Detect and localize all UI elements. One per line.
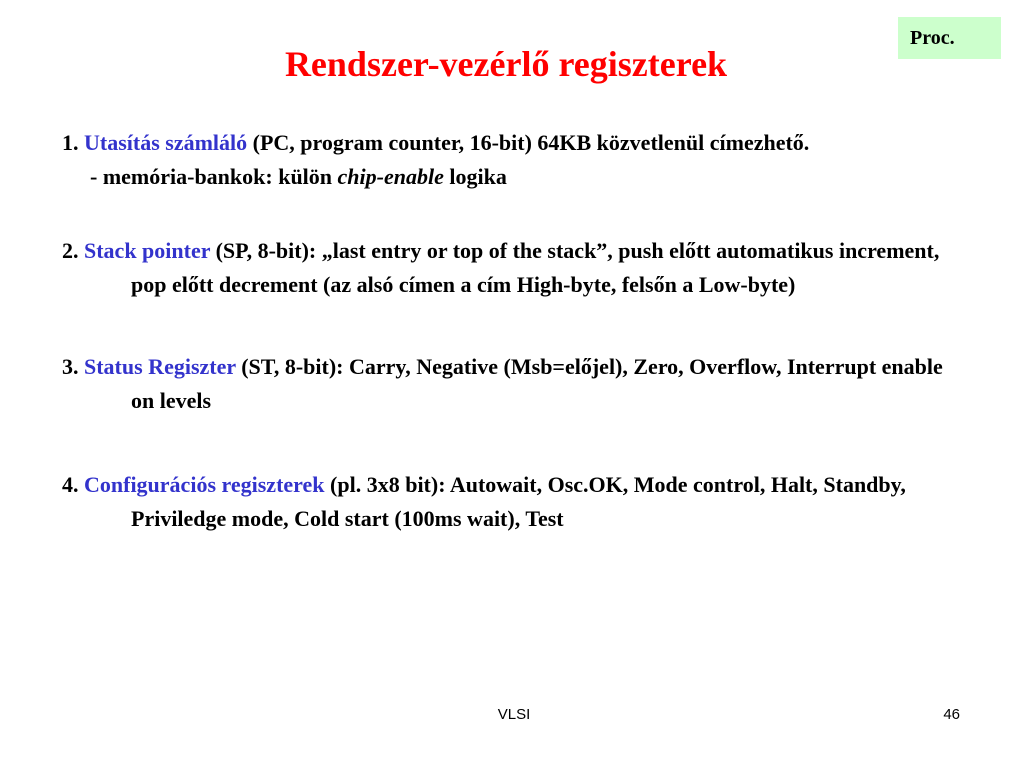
list-item-config-registers [62, 468, 962, 536]
item-text: (ST, 8-bit): Carry, Negative (Msb=előjel), Zero, Overflow, Interrupt enable on levels [131, 354, 943, 413]
item-number: 1. [62, 130, 79, 155]
item-number: 3. [62, 354, 79, 379]
item-term: Utasítás számláló [84, 130, 248, 155]
item-text: (PC, program counter, 16-bit) 64KB közvetlenül címezhető. [252, 130, 810, 155]
item-term: Stack pointer [84, 238, 211, 263]
item-text: (pl. 3x8 bit): Autowait, Osc.OK, Mode control, Halt, Standby, Priviledge mode, Cold start (100ms wait), Test [131, 472, 906, 531]
section-tag: Proc. [898, 17, 1001, 59]
slide-content [62, 126, 962, 536]
slide-title: Rendszer-vezérlő regiszterek [284, 44, 728, 84]
sub-item-italic: chip-enable [337, 164, 444, 189]
sub-item-memory-banks [62, 160, 962, 194]
sub-item-text: - memória-bankok: külön [90, 164, 333, 189]
sub-item-text-after: logika [449, 164, 507, 189]
item-number: 2. [62, 238, 79, 263]
page-number: 46 [943, 706, 960, 723]
item-term: Status Regiszter [84, 354, 236, 379]
list-item-status-register [62, 350, 962, 418]
item-number: 4. [62, 472, 79, 497]
list-item-program-counter [62, 126, 962, 160]
footer-course: VLSI [497, 706, 531, 723]
item-text: (SP, 8-bit): „last entry or top of the stack”, push előtt automatikus increment, pop előtt decrement (az alsó címen a cím High-byte, felsőn a Low-byte) [131, 238, 940, 297]
item-term: Configurációs regiszterek [84, 472, 325, 497]
list-item-stack-pointer [62, 234, 962, 302]
